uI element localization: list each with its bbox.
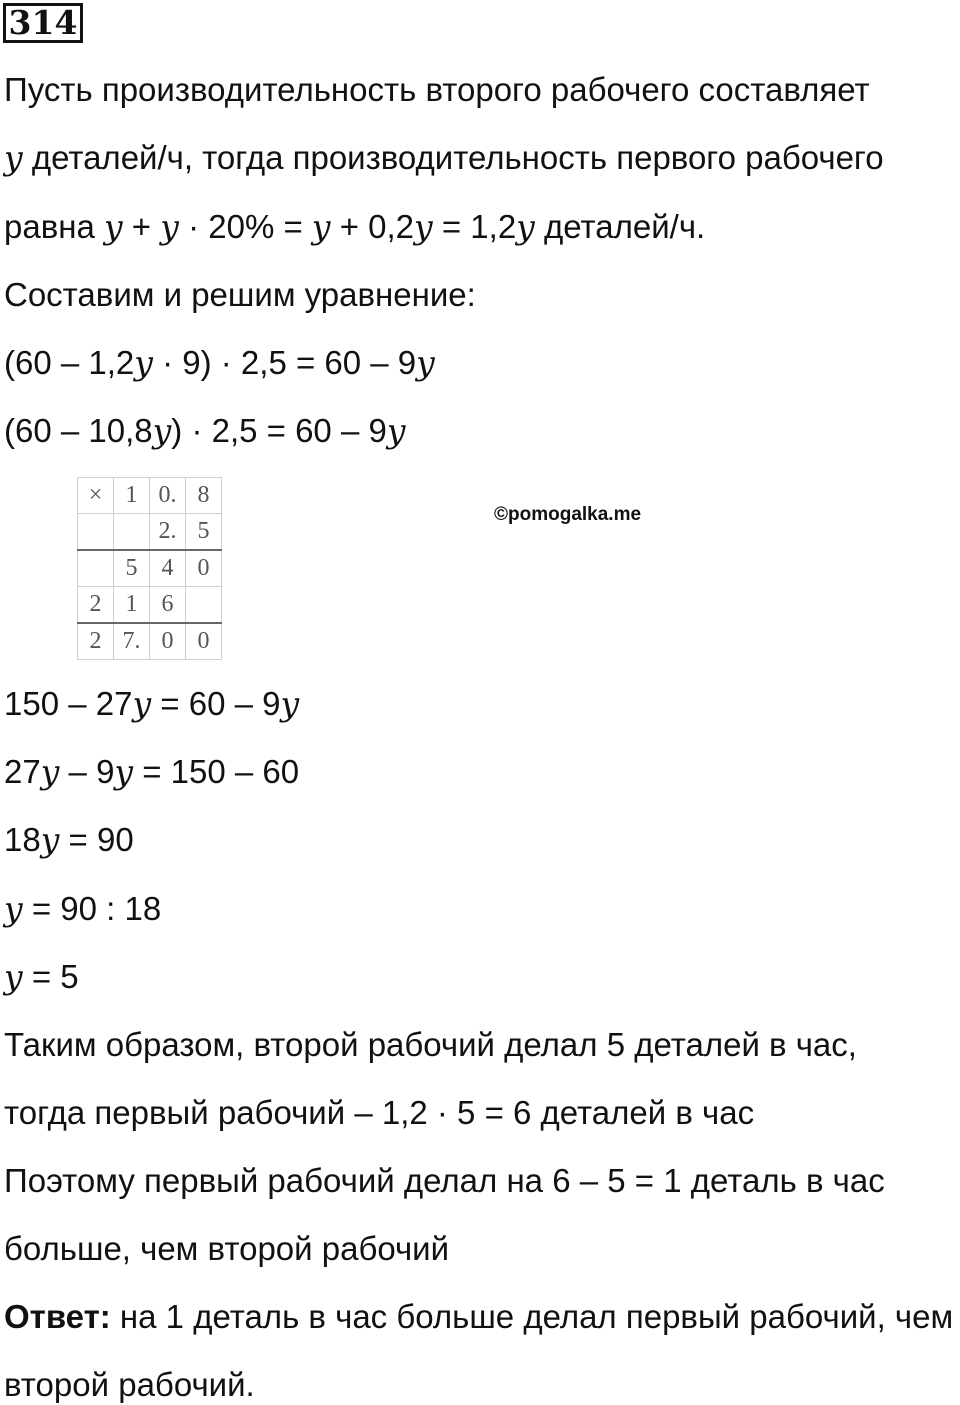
var-y: y bbox=[152, 411, 172, 450]
equation-line-6 bbox=[4, 889, 161, 929]
text-fragment: 150 – 27 bbox=[4, 685, 133, 722]
text-fragment: = 60 – 9 bbox=[151, 685, 281, 722]
calc-cell: 5 bbox=[186, 514, 222, 551]
var-y: y bbox=[311, 207, 331, 246]
text-fragment: 18 bbox=[4, 821, 41, 858]
conclusion-line-4: больше, чем второй рабочий bbox=[4, 1230, 450, 1267]
text-fragment: ) · 2,5 = 60 – 9 bbox=[171, 412, 387, 449]
var-y: y bbox=[4, 138, 23, 177]
calc-cell: 1 bbox=[114, 587, 150, 624]
calc-cell bbox=[78, 550, 114, 587]
text-fragment: = 90 bbox=[59, 821, 134, 858]
calc-cell: 2 bbox=[78, 587, 114, 624]
text-line-4: Составим и решим уравнение: bbox=[4, 276, 476, 313]
var-y: y bbox=[416, 343, 435, 382]
calc-cell: 0 bbox=[186, 623, 222, 660]
calc-cell bbox=[114, 514, 150, 551]
calc-cell: 8 bbox=[186, 478, 222, 514]
watermark: ©pomogalka.me bbox=[494, 504, 642, 525]
conclusion-line-2: тогда первый рабочий – 1,2 · 5 = 6 деталей в час bbox=[4, 1094, 755, 1131]
calc-cell: 0 bbox=[150, 623, 186, 660]
text-fragment: деталей/ч, тогда производительность первого рабочего bbox=[22, 139, 884, 176]
text-fragment: = 1,2 bbox=[432, 208, 517, 245]
text-line-2 bbox=[4, 138, 884, 178]
text-fragment: · 20% = bbox=[178, 208, 312, 245]
var-y: y bbox=[414, 207, 433, 246]
text-line-1: Пусть производительность второго рабочего составляет bbox=[4, 71, 870, 108]
answer-text: на 1 деталь в час больше делал первый рабочий, чем bbox=[110, 1298, 954, 1335]
var-y: y bbox=[386, 411, 406, 450]
text-line-3 bbox=[4, 207, 705, 247]
var-y: y bbox=[4, 957, 23, 996]
calc-row bbox=[78, 550, 222, 587]
text-fragment: равна bbox=[4, 208, 104, 245]
calc-cell: 0. bbox=[150, 478, 186, 514]
calc-cell bbox=[186, 587, 222, 624]
equation-line-2 bbox=[4, 411, 406, 451]
text-fragment: + 0,2 bbox=[330, 208, 415, 245]
problem-number: 314 bbox=[3, 3, 83, 43]
calc-cell: 6 bbox=[150, 587, 186, 624]
var-y: y bbox=[40, 752, 60, 791]
calc-row bbox=[78, 623, 222, 660]
equation-line-5 bbox=[4, 820, 134, 860]
calc-cell: 2. bbox=[150, 514, 186, 551]
text-fragment: = 5 bbox=[22, 958, 79, 995]
var-y: y bbox=[160, 207, 179, 246]
var-y: y bbox=[134, 343, 153, 382]
var-y: y bbox=[516, 207, 535, 246]
var-y: y bbox=[40, 820, 60, 859]
text-fragment: · 9) · 2,5 = 60 – 9 bbox=[152, 344, 417, 381]
answer-label: Ответ: bbox=[4, 1298, 111, 1335]
equation-line-3 bbox=[4, 684, 299, 724]
calc-cell: 7. bbox=[114, 623, 150, 660]
equation-line-4 bbox=[4, 752, 299, 792]
text-fragment: + bbox=[122, 208, 161, 245]
calc-row bbox=[78, 478, 222, 514]
text-fragment: (60 – 1,2 bbox=[4, 344, 135, 381]
calc-row bbox=[78, 587, 222, 624]
calc-cell: 0 bbox=[186, 550, 222, 587]
answer-line-2: второй рабочий. bbox=[4, 1366, 255, 1403]
var-y: y bbox=[4, 889, 23, 928]
text-fragment: 27 bbox=[4, 753, 41, 790]
multiplication-table bbox=[77, 477, 222, 660]
text-fragment: (60 – 10,8 bbox=[4, 412, 153, 449]
var-y: y bbox=[280, 684, 300, 723]
var-y: y bbox=[114, 752, 134, 791]
answer-line bbox=[4, 1297, 953, 1337]
conclusion-line-3: Поэтому первый рабочий делал на 6 – 5 = 1 деталь в час bbox=[4, 1162, 885, 1199]
calc-cell bbox=[78, 514, 114, 551]
conclusion-line-1: Таким образом, второй рабочий делал 5 деталей в час, bbox=[4, 1026, 857, 1063]
var-y: y bbox=[132, 684, 152, 723]
calc-cell: 2 bbox=[78, 623, 114, 660]
equation-line-1 bbox=[4, 343, 435, 383]
text-fragment: – 9 bbox=[59, 753, 115, 790]
calc-cell: × bbox=[78, 478, 114, 514]
calc-row bbox=[78, 514, 222, 551]
var-y: y bbox=[103, 207, 123, 246]
calc-cell: 1 bbox=[114, 478, 150, 514]
equation-line-7 bbox=[4, 957, 79, 997]
calc-cell: 4 bbox=[150, 550, 186, 587]
text-fragment: деталей/ч. bbox=[534, 208, 706, 245]
text-fragment: = 150 – 60 bbox=[133, 753, 300, 790]
calc-cell: 5 bbox=[114, 550, 150, 587]
text-fragment: = 90 : 18 bbox=[22, 890, 162, 927]
